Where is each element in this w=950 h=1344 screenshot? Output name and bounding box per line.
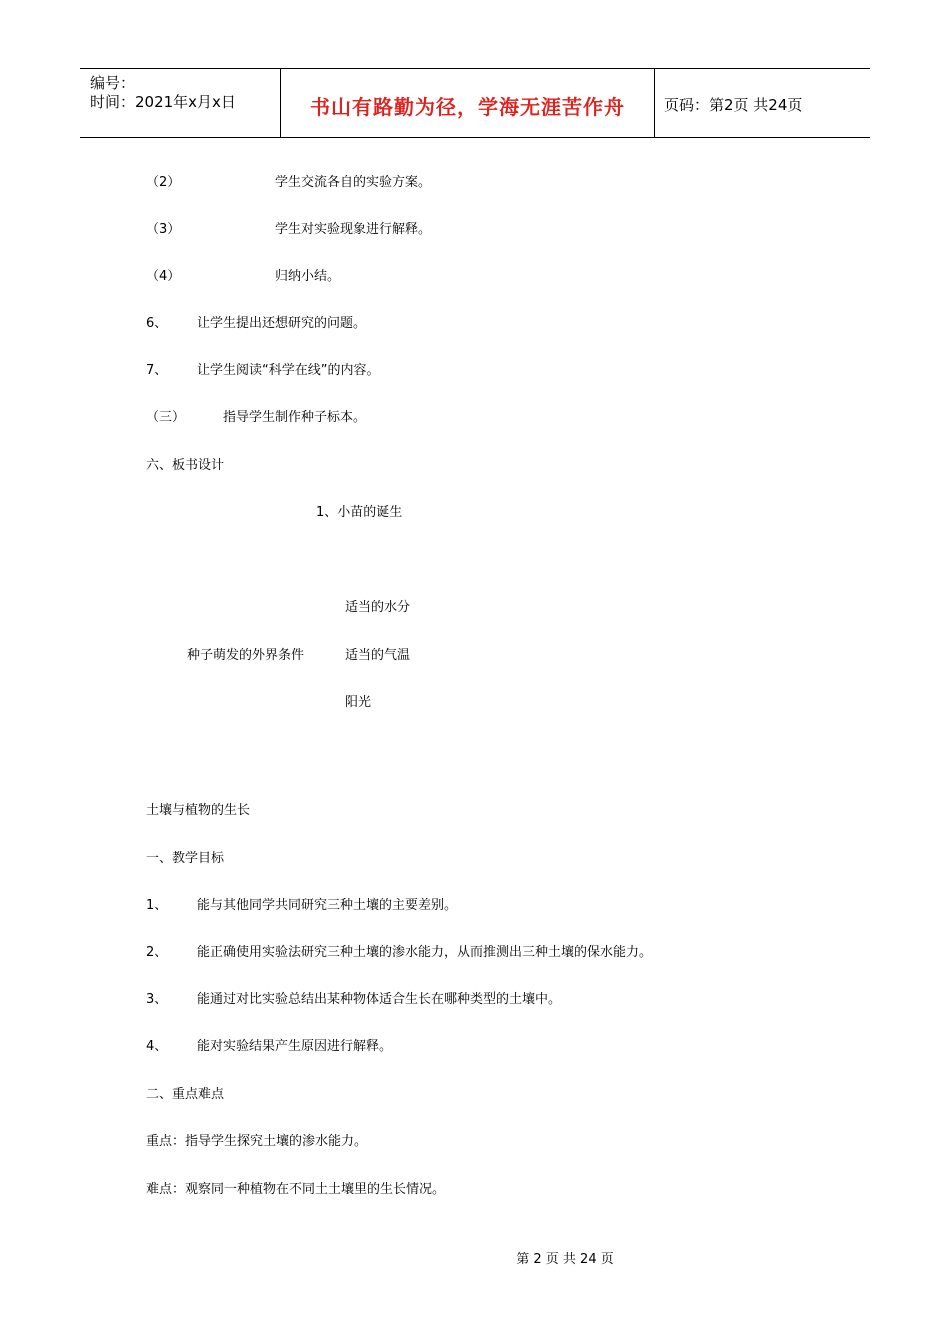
list-marker: （4）: [146, 269, 181, 284]
list-item-text: 让学生阅读“科学在线”的内容。: [197, 363, 380, 378]
list-marker: （三）: [146, 410, 186, 425]
list-marker: 6、: [146, 316, 168, 331]
list-marker: （2）: [146, 175, 181, 190]
board-item: 适当的气温: [345, 648, 411, 663]
list-marker: （3）: [146, 222, 181, 237]
difficult-point: 难点：观察同一种植物在不同土土壤里的生长情况。: [146, 1182, 446, 1197]
section-heading: 一、教学目标: [146, 851, 225, 866]
header-page-info: 页码：第2页 共24页: [664, 96, 803, 114]
section-heading: 二、重点难点: [146, 1087, 225, 1102]
lesson-title: 土壤与植物的生长: [146, 803, 251, 818]
list-marker: 1、: [146, 898, 168, 913]
list-item-text: 能正确使用实验法研究三种土壤的渗水能力，从而推测出三种土壤的保水能力。: [197, 945, 653, 960]
header-left-cell: [80, 69, 280, 137]
list-item-text: 能与其他同学共同研究三种土壤的主要差别。: [197, 898, 458, 913]
header-motto: 书山有路勤为径，学海无涯苦作舟: [310, 95, 625, 119]
key-point: 重点：指导学生探究土壤的渗水能力。: [146, 1134, 368, 1149]
list-item-text: 能对实验结果产生原因进行解释。: [197, 1039, 393, 1054]
list-item-text: 让学生提出还想研究的问题。: [197, 316, 367, 331]
header-right-cell: [654, 69, 870, 137]
list-marker: 4、: [146, 1039, 168, 1054]
list-marker: 3、: [146, 992, 168, 1007]
board-label: 种子萌发的外界条件: [187, 648, 305, 663]
list-item-text: 能通过对比实验总结出某种物体适合生长在哪种类型的土壤中。: [197, 992, 562, 1007]
page-footer: [0, 1248, 950, 1267]
list-item-text: 归纳小结。: [275, 269, 341, 284]
document-number-label: 编号：: [90, 74, 136, 92]
footer-page-number: 第 2 页 共 24 页: [516, 1252, 614, 1267]
list-item-text: 学生交流各自的实验方案。: [275, 175, 432, 190]
list-item-text: 指导学生制作种子标本。: [223, 410, 367, 425]
list-marker: 2、: [146, 945, 168, 960]
page-header: [80, 68, 870, 138]
board-title: 1、小苗的诞生: [316, 505, 403, 520]
document-time: 时间：2021年x月x日: [90, 93, 236, 111]
list-item-text: 学生对实验现象进行解释。: [275, 222, 432, 237]
list-marker: 7、: [146, 363, 168, 378]
board-item: 阳光: [345, 695, 372, 710]
board-item: 适当的水分: [345, 600, 411, 615]
header-middle-cell: [280, 69, 655, 137]
section-heading: 六、板书设计: [146, 458, 225, 473]
